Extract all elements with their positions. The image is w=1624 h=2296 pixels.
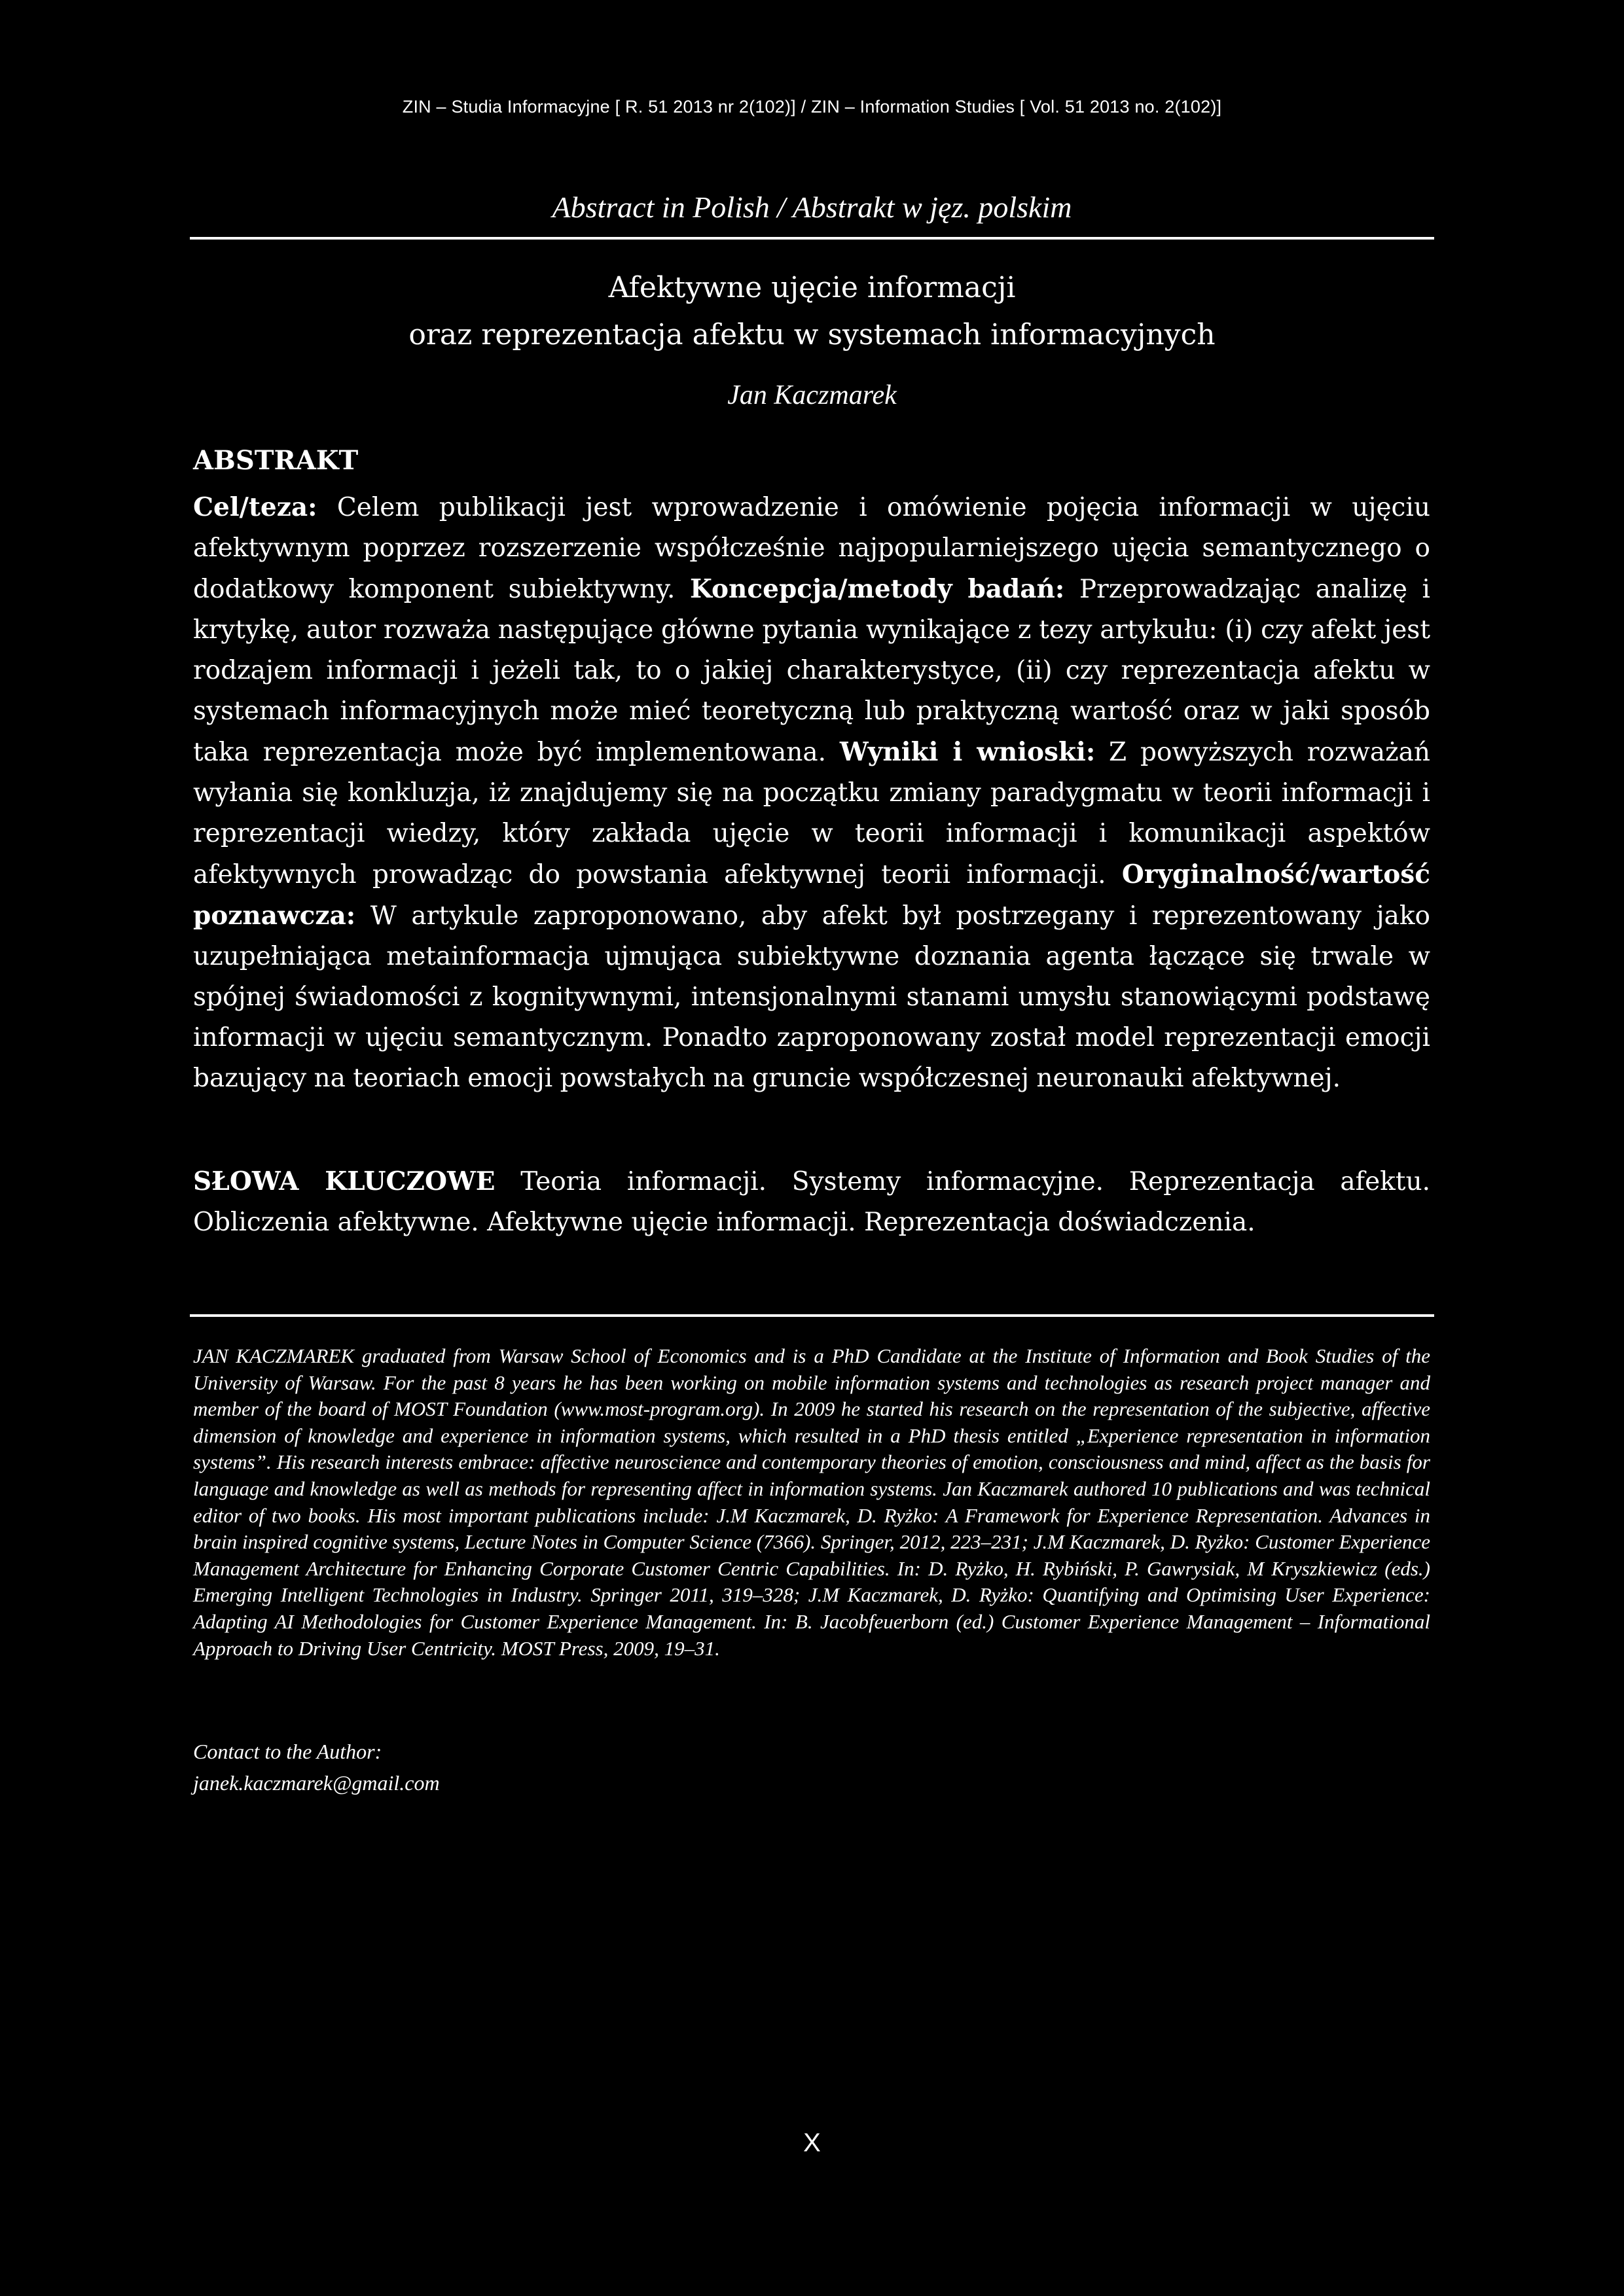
method-text: Przeprowadzając analizę i krytykę, autor rozważa następujące główne pytania wynikające z tezy artykułu: (i) czy afekt jest rodzajem informacji i jeżeli tak, to o jakiej charakterystyce, (ii) czy reprezentacja afektu w systemach informacyjnych może mieć teoretyczną lub praktyczną wartość oraz w jaki sposób taka reprezentacja może być implementowana. [193, 575, 1430, 767]
abstract-heading: ABSTRAKT [193, 445, 359, 476]
contact-email: janek.kaczmarek@gmail.com [193, 1771, 440, 1795]
title-line-1: Afektywne ujęcie informacji [608, 271, 1016, 304]
originality-text: W artykule zaproponowano, aby afekt był postrzegany i reprezentowany jako uzupełniająca metainformacja ujmująca subiektywne doznania agenta łączące się trwale w spójnej świadomości z kognitywnymi, intensjonalnymi stanami umysłu stanowiącymi podstawę informacji w ujęciu semantycznym. Ponadto zaproponowany został model reprezentacji emocji bazujący na teoriach emocji powstałych na gruncie współczesnej neuronauki afektywnej. [193, 901, 1430, 1093]
author-bio: JAN KACZMAREK graduated from Warsaw School of Economics and is a PhD Candidate at the Institute of Information and Book Studies of the University of Warsaw. For the past 8 years he has been working on mobile information systems and technologies as research project manager and member of the board of MOST Foundation (www.most-program.org). In 2009 he started his research on the representation of the subjective, affective dimension of knowledge and experience in information systems, which resulted in a PhD thesis entitled „Experience representation in information systems”. His research interests embrace: affective neuroscience and contemporary theories of emotion, consciousness and mind, affect as the basis for language and knowledge as well as methods for representing affect in information systems. Jan Kaczmarek authored 10 publications and was technical editor of two books. His most important publications include: J.M Kaczmarek, D. Ryżko: A Framework for Experience Representation. Advances in brain inspired cognitive systems, Lecture Notes in Computer Science (7366). Springer, 2012, 223–231; J.M Kaczmarek, D. Ryżko: Customer Experience Management Architecture for Enhancing Corporate Customer Centric Capabilities. In: D. Ryżko, H. Rybiński, P. Gawrysiak, M Kryszkiewicz (eds.) Emerging Intelligent Technologies in Industry. Springer 2011, 319–328; J.M Kaczmarek, D. Ryżko: Quantifying and Optimising User Experience: Adapting AI Methodologies for Customer Experience Management. In: B. Jacobfeuerborn (ed.) Customer Experience Management – Informational Approach to Driving User Centricity. MOST Press, 2009, 19–31. [193, 1344, 1430, 1660]
results-label: Wyniki i wnioski: [839, 737, 1096, 767]
top-rule [190, 237, 1434, 240]
goal-text: Celem publikacji jest wprowadzenie i omówienie pojęcia informacji w ujęciu afektywnym poprzez rozszerzenie współcześnie najpopularniejszego ujęcia semantycznego o dodatkowy komponent subiektywny. [193, 493, 1430, 604]
author-name: Jan Kaczmarek [727, 380, 897, 410]
section-label: Abstract in Polish / Abstrakt w jęz. polskim [552, 190, 1072, 224]
keywords-label: SŁOWA KLUCZOWE [193, 1166, 496, 1196]
article-title [190, 264, 1434, 359]
bottom-rule [190, 1314, 1434, 1317]
method-label: Koncepcja/metody badań: [690, 574, 1065, 604]
contact-block [193, 1736, 440, 1799]
originality-label: Oryginalność/wartość poznawcza: [193, 859, 1430, 931]
contact-label: Contact to the Author: [193, 1740, 382, 1763]
goal-label: Cel/teza: [193, 492, 317, 522]
results-text: Z powyższych rozważań wyłania się konkluzja, iż znajdujemy się na początku zmiany paradygmatu w teorii informacji i reprezentacji wiedzy, który zakłada ujęcie w teorii informacji i komunikacji aspektów afektywnych prowadząc do powstania afektywnej teorii informacji. [193, 738, 1430, 889]
running-head: ZIN – Studia Informacyjne [ R. 51 2013 nr 2(102)] / ZIN – Information Studies [ Vol. 51 2013 no. 2(102)] [402, 97, 1222, 117]
keywords-text: Teoria informacji. Systemy informacyjne. Reprezentacja afektu. Obliczenia afektywne. Afektywne ujęcie informacji. Reprezentacja doświadczenia. [193, 1167, 1430, 1237]
title-line-2: oraz reprezentacja afektu w systemach informacyjnych [408, 318, 1216, 351]
page-number: X [803, 2128, 821, 2157]
abstract-body [193, 487, 1430, 1099]
keywords [193, 1161, 1430, 1243]
